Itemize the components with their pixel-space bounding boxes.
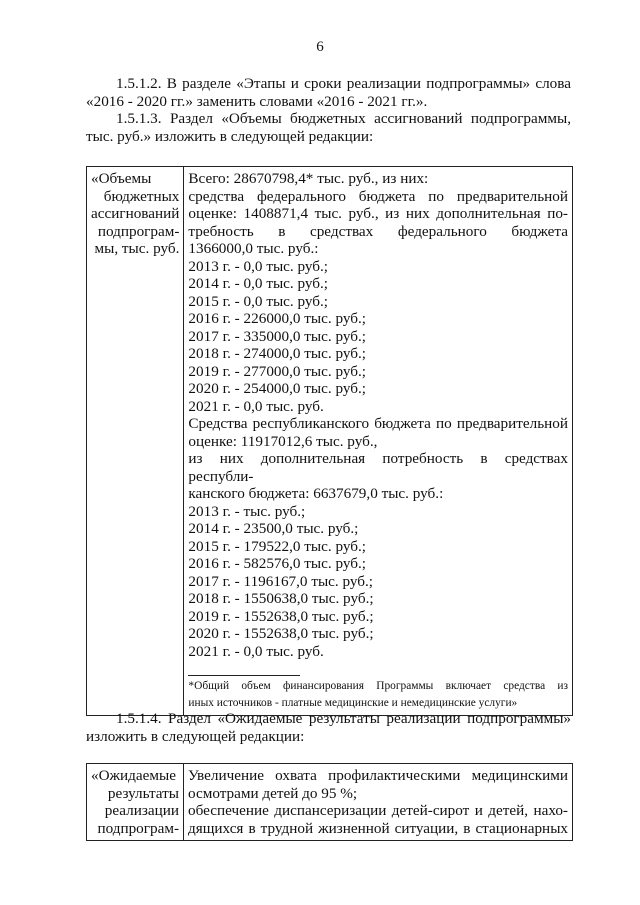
- results-table: [86, 763, 573, 841]
- label-line: подпрограм-: [97, 222, 180, 240]
- label-line: подпрограм-: [97, 819, 179, 837]
- value-line: 2020 г. - 1552638,0 тыс. руб.;: [188, 625, 374, 642]
- value-line: 2014 г. - 23500,0 тыс. руб.;: [188, 520, 359, 537]
- value-line: 2019 г. - 277000,0 тыс. руб.;: [188, 362, 366, 380]
- footnote-rule: [188, 675, 300, 676]
- label-line: реализации: [104, 802, 179, 819]
- table-row: [87, 764, 573, 841]
- value-line: 2020 г. - 254000,0 тыс. руб.;: [188, 380, 366, 397]
- label-cell: [87, 167, 184, 716]
- text-line: 1.5.1.4. Раздел «Ожидаемые результаты реализации подпрограммы»: [116, 710, 571, 727]
- budget-table: [86, 166, 573, 716]
- table-row: [87, 167, 573, 716]
- value-line: 2018 г. - 274000,0 тыс. руб.;: [188, 345, 366, 362]
- value-line: 2013 г. - тыс. руб.;: [188, 502, 306, 520]
- value-cell: [184, 764, 573, 841]
- value-line: Средства республиканского бюджета по предварительной: [188, 415, 568, 432]
- text-line: тыс. руб.» изложить в следующей редакции:: [86, 127, 374, 145]
- paragraph-1-5-1-4: [86, 710, 571, 745]
- label-line: «Ожидаемые: [91, 767, 176, 784]
- label-line: «Объемы: [91, 170, 152, 187]
- text-line: 1.5.1.3. Раздел «Объемы бюджетных ассигнований подпрограммы,: [116, 110, 571, 127]
- value-line: средства федерального бюджета по предварительной: [188, 187, 568, 205]
- value-line: 2016 г. - 582576,0 тыс. руб.;: [188, 555, 366, 572]
- footnote-line: *Общий объем финансирования Программы включает средства из: [188, 680, 568, 692]
- value-line: обеспечение диспансеризации детей-сирот и детей, нахо-: [188, 802, 568, 819]
- label-cell: [87, 764, 184, 841]
- text-line: 1.5.1.2. В разделе «Этапы и сроки реализации подпрограммы» слова: [116, 75, 571, 92]
- value-line: 2018 г. - 1550638,0 тыс. руб.;: [188, 590, 374, 607]
- value-line: канского бюджета: 6637679,0 тыс. руб.:: [188, 485, 444, 502]
- label-line: мы, тыс. руб.: [94, 240, 180, 257]
- label-line: бюджетных: [103, 187, 180, 205]
- value-line: требность в средствах федерального бюджета: [188, 222, 568, 240]
- value-line: 2015 г. - 179522,0 тыс. руб.;: [188, 537, 366, 555]
- footnote-line: иных источников - платные медицинские и немедицинские услуги»: [188, 697, 518, 709]
- value-cell: [184, 167, 573, 716]
- value-line: 2015 г. - 0,0 тыс. руб.;: [188, 292, 329, 310]
- value-line: Увеличение охвата профилактическими медицинскими: [188, 767, 568, 784]
- value-line: оценке: 1408871,4 тыс. руб., из них дополнительная по-: [188, 205, 568, 222]
- value-line: Всего: 28670798,4* тыс. руб., из них:: [188, 170, 429, 187]
- text-line: «2016 - 2020 гг.» заменить словами «2016 - 2021 гг.».: [86, 92, 428, 110]
- value-line: 2013 г. - 0,0 тыс. руб.;: [188, 257, 329, 275]
- value-line: осмотрами детей до 95 %;: [188, 784, 358, 802]
- page-number: 6: [316, 39, 324, 55]
- value-line: 2017 г. - 335000,0 тыс. руб.;: [188, 327, 366, 345]
- value-line: дящихся в трудной жизненной ситуации, в стационарных: [188, 819, 568, 837]
- value-line: 2014 г. - 0,0 тыс. руб.;: [188, 275, 329, 292]
- label-line: результаты: [107, 784, 179, 802]
- value-line: 2021 г. - 0,0 тыс. руб.: [188, 642, 324, 660]
- value-line: из них дополнительная потребность в средствах республи-: [188, 450, 568, 485]
- footnote: [188, 678, 568, 712]
- text-line: изложить в следующей редакции:: [86, 727, 305, 745]
- value-line: оценке: 11917012,6 тыс. руб.,: [188, 432, 378, 450]
- value-line: 2019 г. - 1552638,0 тыс. руб.;: [188, 607, 374, 625]
- value-line: 1366000,0 тыс. руб.:: [188, 240, 319, 257]
- value-line: 2017 г. - 1196167,0 тыс. руб.;: [188, 572, 374, 590]
- value-line: 2021 г. - 0,0 тыс. руб.: [188, 397, 324, 415]
- label-line: ассигнований: [91, 205, 180, 222]
- value-line: 2016 г. - 226000,0 тыс. руб.;: [188, 310, 366, 327]
- paragraph-1-5-1-2: [86, 75, 571, 145]
